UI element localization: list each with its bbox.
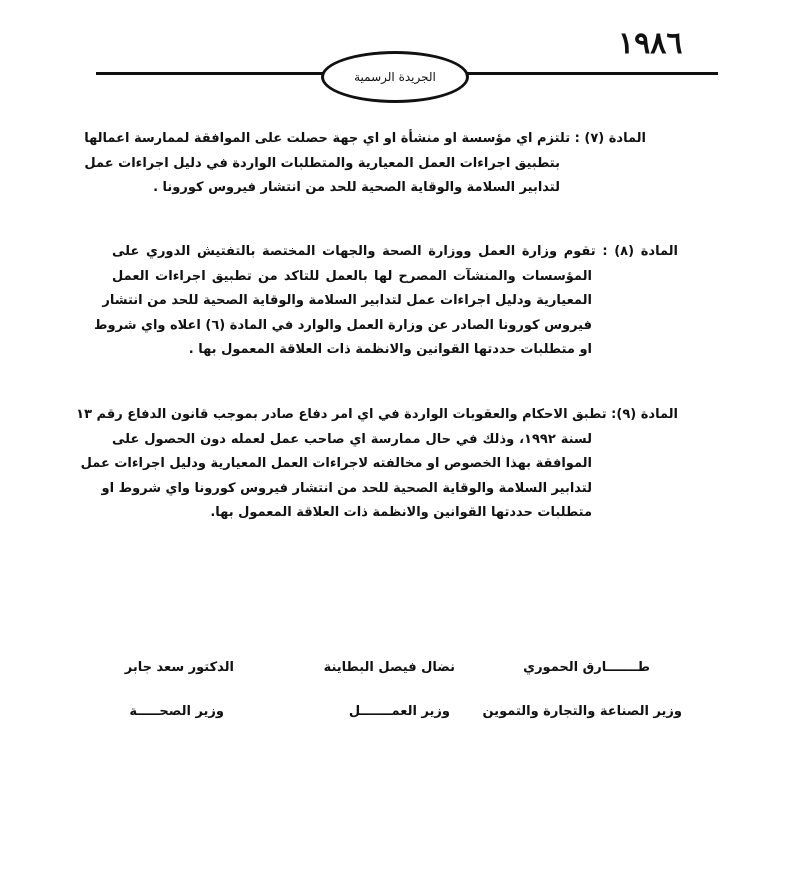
article-line: المعيارية ودليل اجراءات عمل لتدابير السلامة والوقاية الصحية للحد من انتشار <box>102 293 592 308</box>
signatory-name-health-minister: الدكتور سعد جابر <box>124 660 234 675</box>
article-line: بتطبيق اجراءات العمل المعيارية والمتطلبات الواردة في دليل اجراءات عمل <box>84 155 560 171</box>
article-line: لسنة ١٩٩٢، وذلك في حال ممارسة اي صاحب عمل لعمله دون الحصول على <box>112 431 593 447</box>
article-line: لتدابير السلامة والوقاية الصحية للحد من انتشار فيروس كورونا واي شروط او <box>101 480 592 496</box>
signatory-title-health-minister: وزير الصحـــــة <box>129 704 224 719</box>
article-line: فيروس كورونا الصادر عن وزارة العمل والوارد في المادة (٦) اعلاه واي شروط <box>94 317 592 333</box>
signatory-name-industry-minister: طـــــــارق الحموري <box>523 660 650 675</box>
gazette-title: الجريدة الرسمية <box>354 70 436 84</box>
article-8 <box>94 240 679 363</box>
article-7 <box>84 127 646 201</box>
page-number: ١٩٨٦ <box>618 26 683 61</box>
article-line: او متطلبات حددتها القوانين والانظمة ذات العلاقة المعمول بها . <box>188 342 592 357</box>
article-line: المادة (٧) : تلتزم اي مؤسسة او منشأة او اي جهة حصلت على الموافقة لممارسة اعمالها <box>84 131 646 146</box>
gazette-title-oval <box>321 51 469 103</box>
article-line: متطلبات حددتها القوانين والانظمة ذات العلاقة المعمول بها. <box>210 505 592 520</box>
signatory-title-industry-minister: وزير الصناعة والتجارة والتموين <box>482 704 682 719</box>
article-line: المؤسسات والمنشآت المصرح لها بالعمل للتاكد من تطبيق اجراءات العمل <box>112 268 592 284</box>
article-line: لتدابير السلامة والوقاية الصحية للحد من انتشار فيروس كورونا . <box>153 180 560 195</box>
article-9 <box>76 403 678 526</box>
signatory-name-labour-minister: نضال فيصل البطاينة <box>323 660 455 675</box>
article-line: الموافقة بهذا الخصوص او مخالفته لاجراءات العمل المعيارية ودليل اجراءات عمل <box>80 456 592 471</box>
article-line: المادة (٩): تطبق الاحكام والعقوبات الواردة في اي امر دفاع صادر بموجب قانون الدفاع رقم ١٣ <box>76 407 678 422</box>
article-line: المادة (٨) : تقوم وزارة العمل ووزارة الصحة والجهات المختصة بالتفتيش الدوري على <box>112 244 679 259</box>
signatory-title-labour-minister: وزير العمـــــــل <box>348 704 450 719</box>
